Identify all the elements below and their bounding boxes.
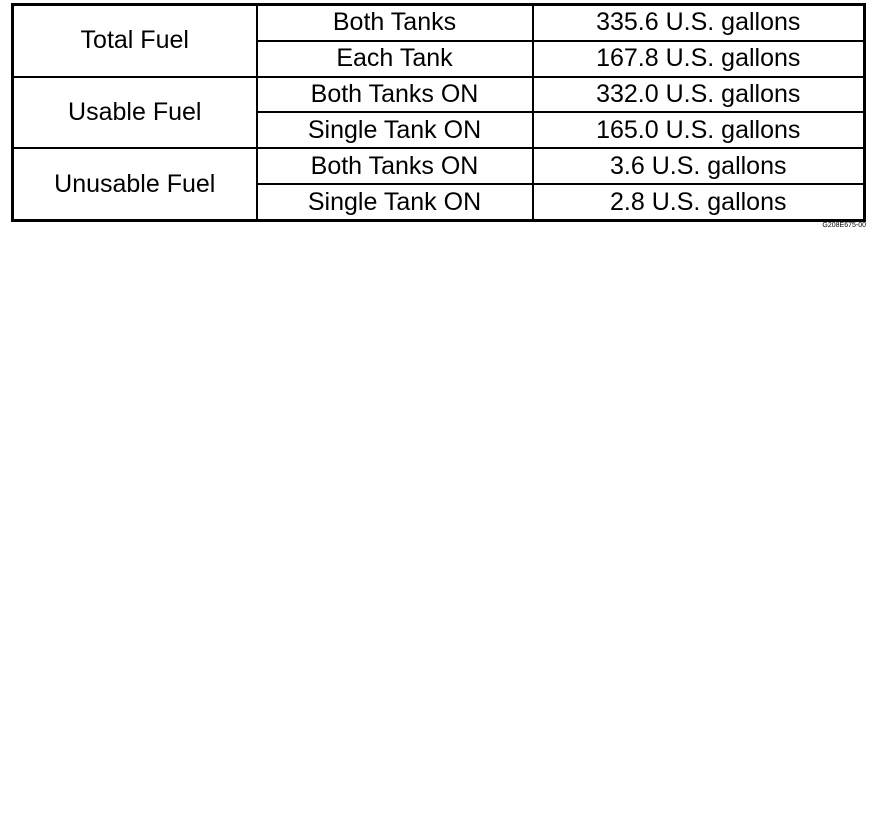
category-cell-usable-fuel: Usable Fuel: [13, 77, 257, 149]
quantity-cell: 335.6 U.S. gallons: [533, 5, 865, 41]
condition-cell: Both Tanks: [257, 5, 533, 41]
quantity-cell: 2.8 U.S. gallons: [533, 184, 865, 221]
quantity-cell: 165.0 U.S. gallons: [533, 112, 865, 148]
quantity-cell: 332.0 U.S. gallons: [533, 77, 865, 113]
condition-cell: Single Tank ON: [257, 184, 533, 221]
condition-cell: Both Tanks ON: [257, 77, 533, 113]
quantity-cell: 167.8 U.S. gallons: [533, 41, 865, 77]
category-cell-unusable-fuel: Unusable Fuel: [13, 148, 257, 220]
table-row: [13, 5, 865, 41]
quantity-cell: 3.6 U.S. gallons: [533, 148, 865, 184]
condition-cell: Both Tanks ON: [257, 148, 533, 184]
table-row: [13, 148, 865, 184]
table-row: [13, 77, 865, 113]
fuel-quantity-table: [11, 3, 866, 222]
category-cell-total-fuel: Total Fuel: [13, 5, 257, 77]
condition-cell: Single Tank ON: [257, 112, 533, 148]
figure-id-label: G208E675-00: [822, 222, 866, 229]
condition-cell: Each Tank: [257, 41, 533, 77]
